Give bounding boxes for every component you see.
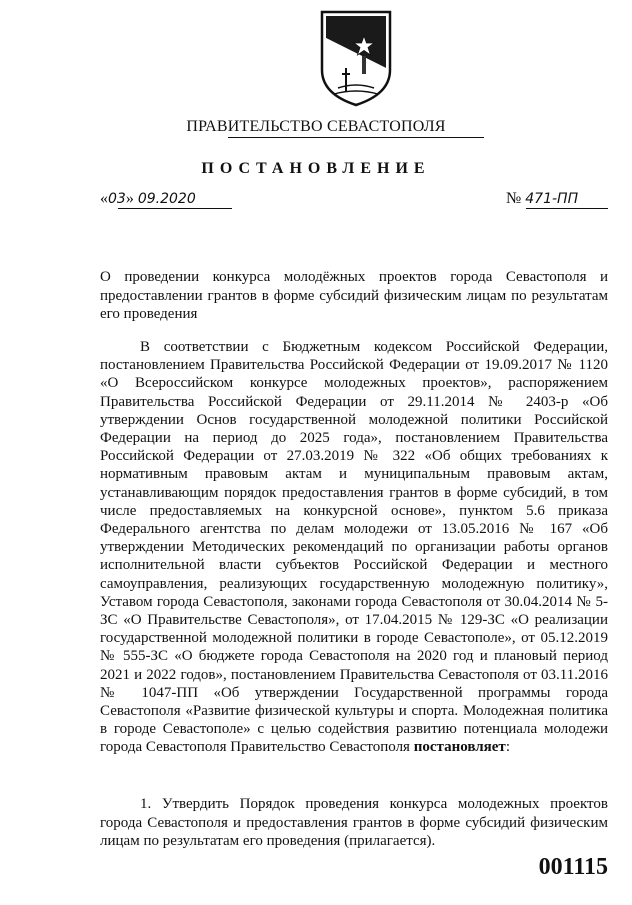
preamble-colon: : (505, 739, 510, 756)
coat-of-arms-emblem (318, 8, 394, 108)
document-number (506, 190, 616, 208)
preamble-text: В соответствии с Бюджетным кодексом Российской Федерации, постановлением Правительства Российской Федерации от 19.09.2017 № 1120 «О Всероссийском конкурсе молодежных проектов», распоряжением Правительства Российской Федерации от 29.11.2014 № 2403-р «Об утверждении Основ государственной молодежной политики Российской Федерации на период до 2025 года», постановлением Правительства Российской Федерации от 27.03.2019 № 322 «Об общих требованиях к нормативным правовым актам и муниципальным правовым актам, устанавливающим порядок предоставления грантов в форме субсидий, в том числе предоставляемых на конкурсной основе», пунктом 5.6 приказа Федерального агентства по делам молодежи от 13.05.2016 № 167 «Об утверждении Методических рекомендаций по организации работы органов исполнительной власти субъектов Российской Федерации и местного самоуправления, реализующих государственную молодежную политику», Уставом города Севастополя, законами города Севастополя от 30.04.2014 № 5-ЗС «О Правительстве Севастополя», от 17.04.2015 № 129-ЗС «О реализации государственной молодежной политики в городе Севастополе», от 05.12.2019 № 555-ЗС «О бюджете города Севастополя на 2020 год и плановый период 2021 и 2022 годов», постановлением Правительства Севастополя от 03.11.2016 № 1047-ПП «Об утверждении Государственной программы города Севастополя «Развитие физической культуры и спорта. Молодежная политика в городе Севастополе» с целью содействия развитию потенциала молодежи города Севастополя Правительство Севастополя (100, 339, 608, 756)
preamble-paragraph (100, 338, 608, 757)
organization-title-underline (228, 137, 484, 138)
serial-number: 001115 (538, 854, 608, 880)
date-underline (118, 208, 232, 209)
date-day: 03 (108, 191, 126, 207)
resolves-word: постановляет (413, 739, 506, 756)
date-month-year: 09.2020 (137, 191, 196, 207)
organization-title: ПРАВИТЕЛЬСТВО СЕВАСТОПОЛЯ (186, 118, 446, 135)
paragraph-item-1: 1. Утвердить Порядок проведения конкурса молодежных проектов города Севастополя и предоставления грантов в форме субсидий физическим лицам по результатам его проведения (прилагается). (100, 796, 608, 849)
document-date (100, 190, 240, 208)
number-underline (526, 208, 608, 209)
number-value: 471-ПП (525, 191, 579, 207)
date-open-quote: « (100, 190, 108, 207)
date-close-quote: » (125, 190, 134, 207)
number-sign: № (506, 190, 522, 207)
document-subject: О проведении конкурса молодёжных проектов города Севастополя и предоставлении грантов в форме субсидий физическим лицам по результатам его проведения (100, 269, 608, 322)
document-type-heading: ПОСТАНОВЛЕНИЕ (201, 160, 431, 177)
